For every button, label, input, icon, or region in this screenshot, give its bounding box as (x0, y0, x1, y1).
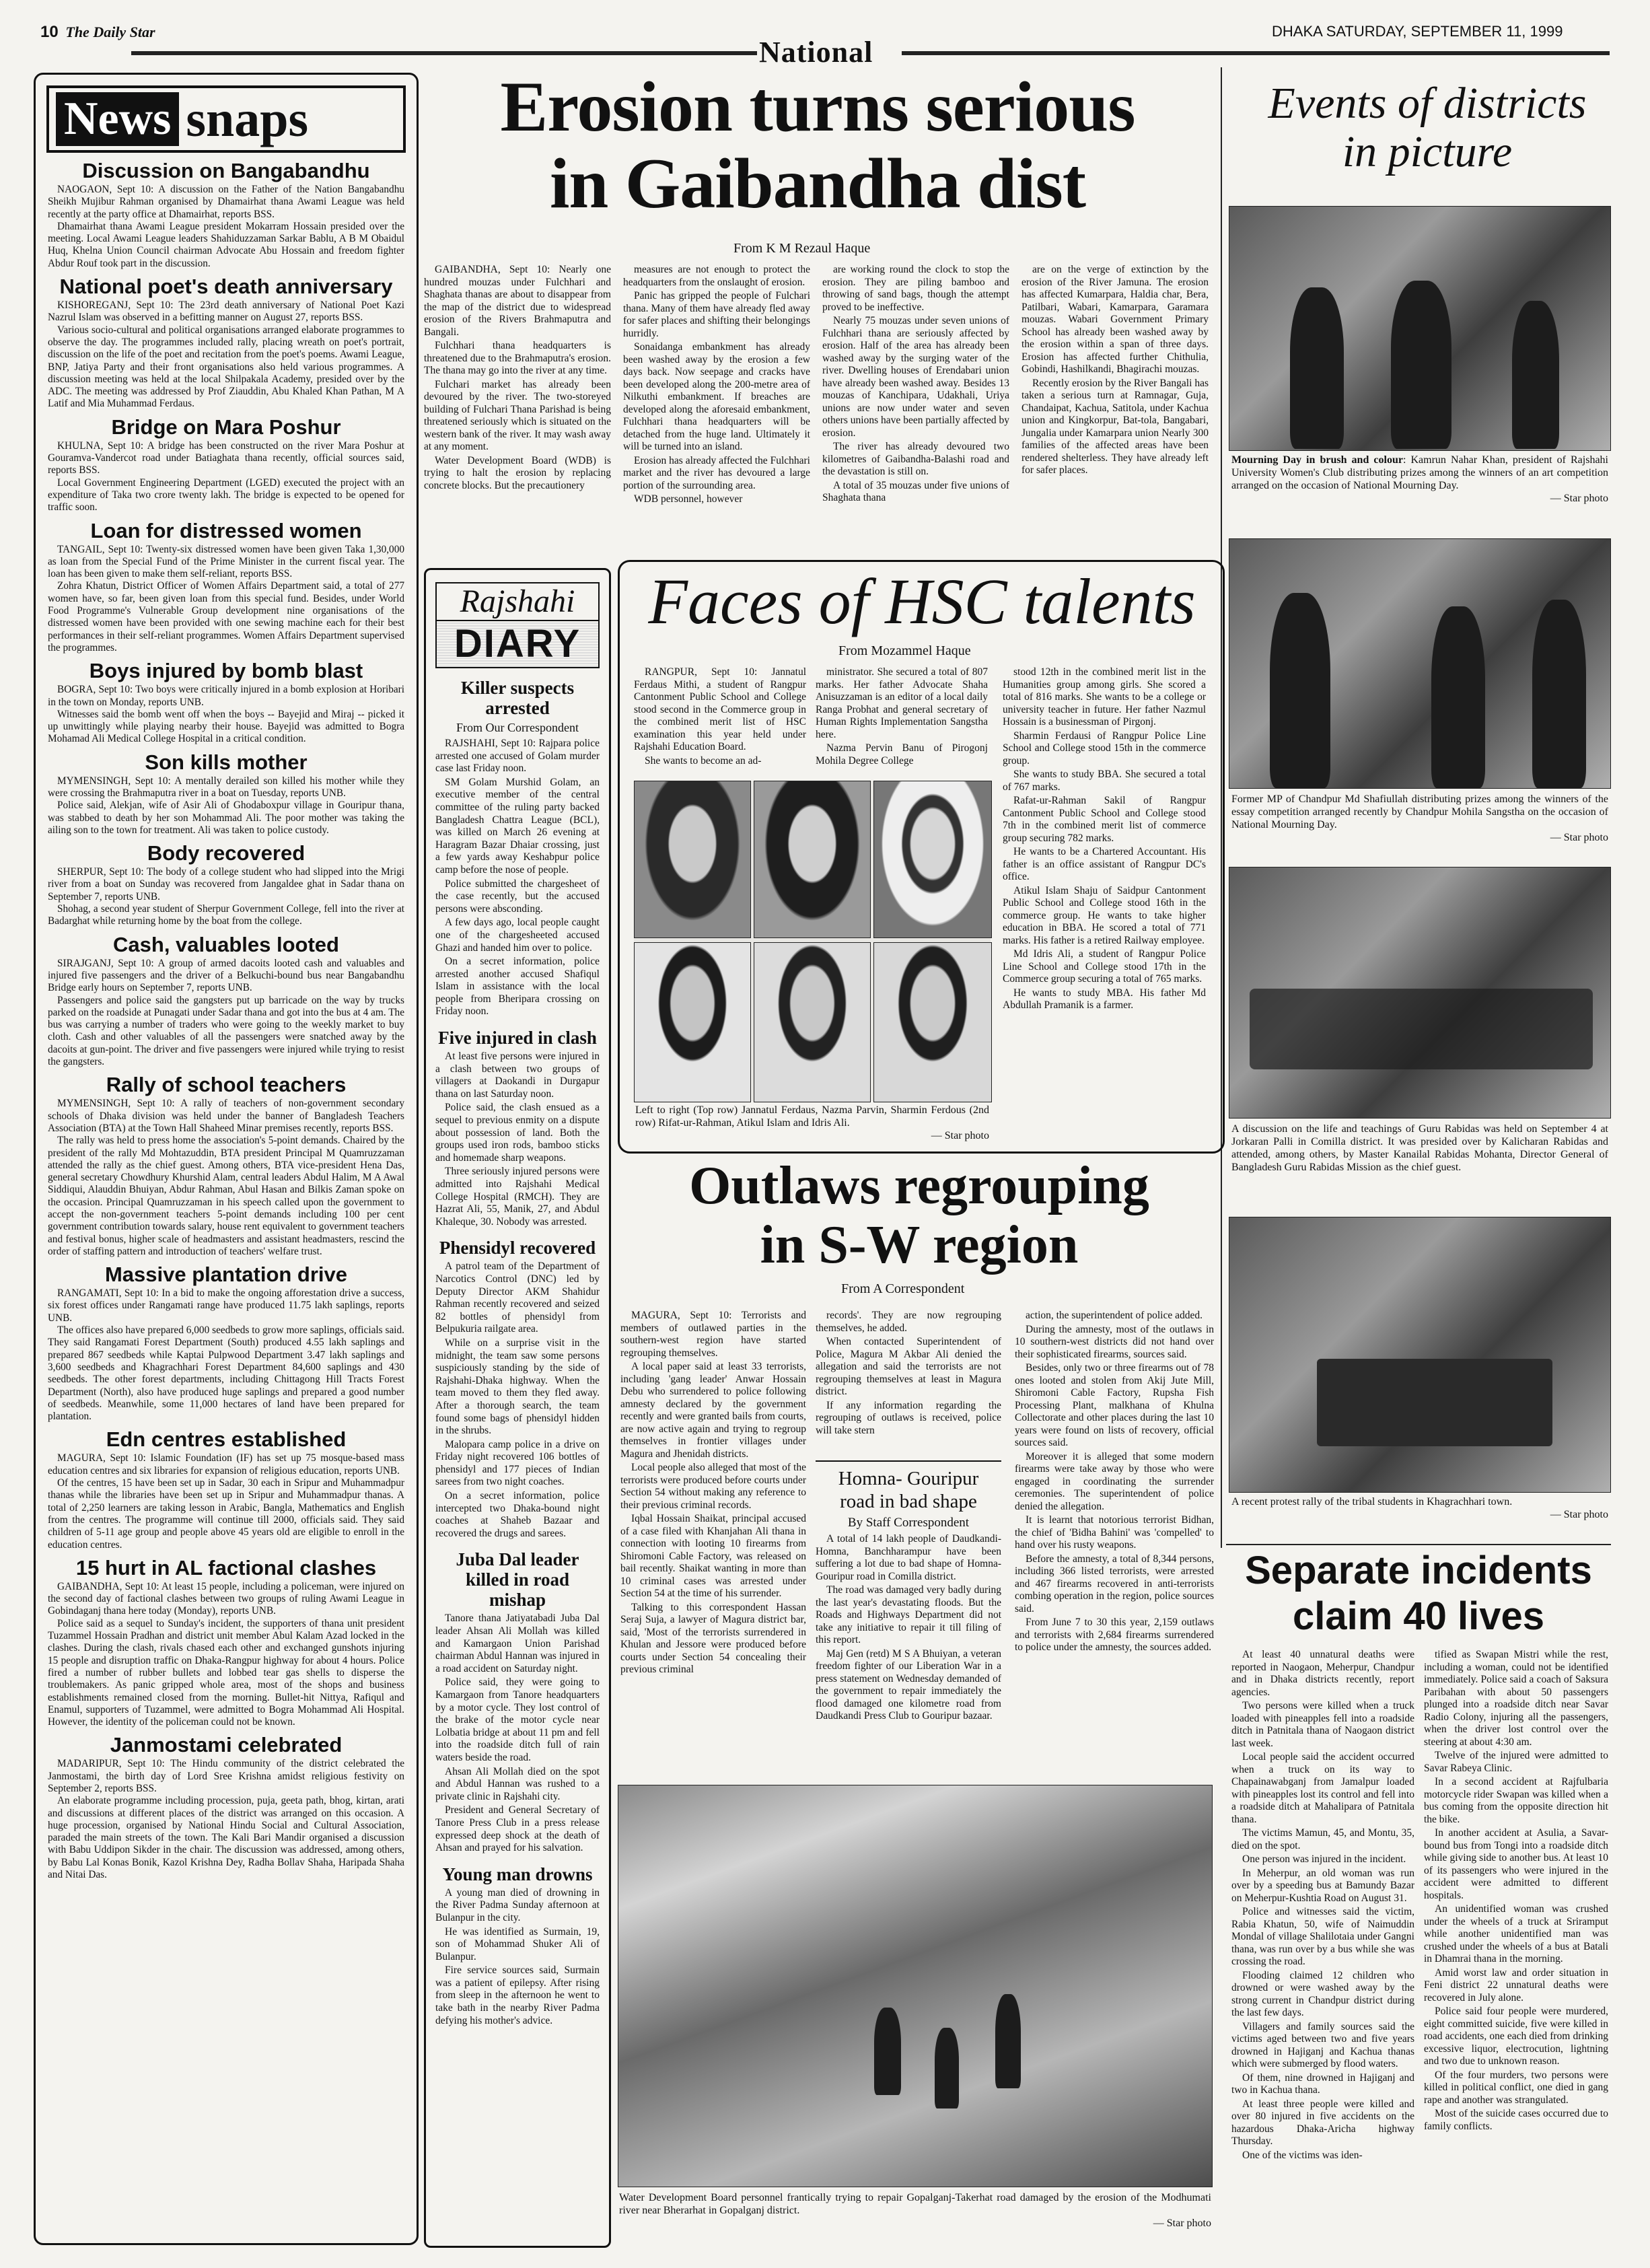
outlaws-byline: From A Correspondent (841, 1281, 965, 1296)
snap-headline: Body recovered (147, 841, 306, 865)
paragraph: The road was damaged very badly during the last year's devastating floods. But the Roads and Highways Department did not take any initiative to repair it till filing of this report. (816, 1584, 1001, 1645)
homna-body (816, 1533, 1001, 1775)
wdb-photo (618, 1785, 1213, 2187)
outlaws-headline: Outlaws regrouping in S-W region (689, 1156, 1149, 1275)
paragraph: Rafat-ur-Rahman Sakil of Rangpur Cantonment Public School and College stood 7th in the combined merit list of commerce group securing 782 marks. (1003, 795, 1206, 844)
paragraph: He wants to study MBA. His father Md Abdullah Pramanik is a farmer. (1003, 987, 1206, 1011)
separate-headline: Separate incidents claim 40 lives (1245, 1549, 1592, 1638)
separate-col-1 (1231, 1649, 1414, 2241)
paragraph: RAJSHAHI, Sept 10: Rajpara police arrested one accused of Golam murder case last Friday noon. (435, 738, 600, 775)
paragraph: Two persons were killed when a truck loaded with pineapples fell into a roadside ditch in Patnitala thana of Naogaon district last week. (1231, 1700, 1414, 1749)
paragraph: Police said, the clash ensued as a sequel to previous enmity on a dispute about possession of land. Both the groups used iron rods, bamboo sticks and homemade sharp weapons. (435, 1102, 600, 1164)
page-number: 10 The Daily Star (40, 23, 155, 41)
paragraph: A few days ago, local people caught one of the chargesheeted accused Ghazi and handed him over to police. (435, 917, 600, 954)
paragraph: tified as Swapan Mistri while the rest, including a woman, could not be identified immediately. Police said a coach of Saksura Paribahan with about 50 passengers plunged into a roadside ditch near Savar Radio Colony, injuring all the passengers, when the driver lost control over the steering at about 4:30 am. (1424, 1649, 1608, 1748)
paragraph: At least three people were killed and over 80 injured in five accidents on the hazardous Dhaka-Aricha highway Thursday. (1231, 2098, 1414, 2147)
snap-headline: Janmostami celebrated (110, 1733, 343, 1757)
paragraph: Local people also alleged that most of the terrorists were produced before courts under Section 54 without making any reference to their previous criminal records. (620, 1462, 806, 1511)
paragraph: Erosion has already affected the Fulchhari market and the river has devoured a large portion of the surrounding area. (623, 454, 810, 491)
erosion-headline: Erosion turns serious in Gaibandha dist (500, 67, 1135, 223)
paragraph: SM Golam Murshid Golam, an executive member of the central committee of the ruling party backed Bangladesh Chattra League (BCL), was killed on March 26 evening at Haragram Bazar Dhaiar crossing, just a few yards away Keshabpur police camp before the nose of people. (435, 776, 600, 876)
paragraph: Shohag, a second year student of Sherpur Government College, fell into the river at Badarghat while returning home by the boat from the college. (48, 903, 404, 927)
paragraph: Police said, they were going to Kamargaon from Tanore headquarters by a motor cycle. They lost control of the brake of the motor cycle near Lolbatia bridge at about 11 pm and fell into the roadside ditch full of rain waters beside the road. (435, 1676, 600, 1763)
event-caption-1: Mourning Day in brush and colour: Kamrun Nahar Khan, president of Rajshahi University Women's Club distributing prizes among the winners of an art competition arranged on the occasion of National Mourning Day. — Star photo (1231, 454, 1609, 504)
portrait-4 (634, 942, 751, 1102)
paragraph: GAIBANDHA, Sept 10: Nearly one hundred mouzas under Fulchhari and Shaghata thanas are about to disappear from the map of the district due to widespread erosion of the Rivers Brahmaputra and Bangali. (424, 264, 611, 338)
snap-headline: Son kills mother (145, 750, 308, 774)
paragraph: An unidentified woman was crushed under the wheels of a truck at Sriramput while another unidentified man was crushed under the wheels of a bus at Batali in Dhamrai thana in the morning. (1424, 1903, 1608, 1964)
paragraph: Recently erosion by the River Bangali has taken a serious turn at Ramnagar, Guja, Chandaipat, Kachua, Satitola, under Kachua union and Kingkorpur, Bat-tola, Bangabari, Jungalia under Kamarpara union Nearly 300 families of the affected areas have been rendered shelterless. They have already left for safer places. (1021, 377, 1209, 476)
erosion-col-4 (1021, 264, 1209, 560)
paragraph: Passengers and police said the gangsters put up barricade on the way by trucks parked on the roadside at Punagati under Sadar thana and got into the bus at 4 am. The bus was carrying a number of traders who were going to the weekly market to buy cloth. Cash and other valuables of all the passengers were snatched away by the dacoits at gun-point. The driver and five passengers were injured while trying to resist the gangsters. (48, 994, 404, 1068)
paragraph: measures are not enough to protect the headquarters from the onslaught of erosion. (623, 264, 810, 288)
paragraph: Three seriously injured persons were admitted into Rajshahi Medical College Hospital (RMCH). They are Hazrat Ali, 55, Manik, 27, and Abdul Khaleque, 30. Nobody was arrested. (435, 1166, 600, 1228)
paragraph: Amid worst law and order situation in Feni district 22 unnatural deaths were recovered in July alone. (1424, 1966, 1608, 2004)
erosion-body (424, 264, 1211, 560)
paragraph: MYMENSINGH, Sept 10: A mentally derailed son killed his mother while they were crossing the Brahmaputra river in a boat on Tuesday, reports UNB. (48, 775, 404, 799)
snap-headline: Massive plantation drive (104, 1263, 348, 1287)
snap-headline: Boys injured by bomb blast (89, 659, 363, 683)
paragraph: Witnesses said the bomb went off when the boys -- Bayejid and Miraj -- picked it up unwittingly while playing nearby their house. Bayejid was admitted to Bogra Mohamad Ali Medical College Hospital in a critical condition. (48, 708, 404, 745)
paragraph: The victims Mamun, 45, and Montu, 35, died on the spot. (1231, 1827, 1414, 1851)
paragraph: Fulchhari thana headquarters is threatened due to the Brahmaputra's erosion. The thana may go into the river at any time. (424, 340, 611, 376)
snap-headline: 15 hurt in AL factional clashes (75, 1555, 377, 1580)
hsc-portraits (634, 781, 991, 1101)
paragraph: While on a surprise visit in the midnight, the team saw some persons suspiciously standing by the side of Rajshahi-Dhaka highway. When the team moved to them they fled away. After a thorough search, the team found some bags of phensidyl hidden in the shrubs. (435, 1337, 600, 1437)
portrait-1 (634, 781, 751, 938)
paragraph: GAIBANDHA, Sept 10: At least 15 people, including a policeman, were injured on the second day of factional clashes between two groups of ruling Awami League in Gobindaganj thana here today (Monday), reports UNB. (48, 1580, 404, 1617)
paragraph: Police submitted the chargesheet of the case recently, but the accused persons were absconding. (435, 878, 600, 915)
paragraph: The offices also have prepared 6,000 seedbeds to grow more saplings, officials said. They said Rangamati Forest Department (South) produced 4.55 lakh saplings and prepared 867 seedbeds while Kaptai Pulpwood Department 3.47 lakh saplings and 3,600 seedbeds and Khagrachhari Forest Department 84,600 saplings and 430 seedbeds. The other forest departments, including Chittagong Hill Tracts Forest Department (North), also have produced huge saplings and prepared a good number of seedbeds. Meanwhile, some 11,000 hectares of land have been prepared for plantation. (48, 1324, 404, 1423)
paragraph: Nazma Pervin Banu of Pirogonj Mohila Degree College (816, 742, 988, 767)
paragraph: BOGRA, Sept 10: Two boys were critically injured in a bomb explosion at Horibari in the town on Monday, reports UNB. (48, 684, 404, 708)
paragraph: When contacted Superintendent of Police, Magura M Akbar Ali denied the allegation and said the terrorists are not regrouping themselves at least in Magura district. (816, 1336, 1001, 1397)
event-photo-1 (1229, 206, 1611, 451)
paragraph: A total of 14 lakh people of Daudkandi-Homna, Banchharampur have been suffering a lot due to bad shape of Homna-Gouripur road in Comilla district. (816, 1533, 1001, 1582)
paragraph: NAOGAON, Sept 10: A discussion on the Father of the Nation Bangabandhu Sheikh Mujibur Rahman organised by Dhamairhat thana Awami League was held recently at the party office at Dhamairhat, reports BSS. (48, 184, 404, 220)
event-photo-3 (1229, 867, 1611, 1119)
rajshahi-diary-box (424, 568, 611, 2248)
homna-headline: Homna- Gouripur road in bad shape (838, 1468, 979, 1512)
paragraph: Of the four murders, two persons were killed in political conflict, one died in gang rape and another was strangulated. (1424, 2069, 1608, 2106)
hsc-col-1 (634, 666, 806, 781)
paper-name: The Daily Star (65, 24, 155, 40)
diary-byline: From Our Correspondent (456, 721, 579, 734)
outlaws-col-1 (620, 1310, 806, 1774)
event-photo-4 (1229, 1217, 1611, 1493)
paragraph: He wants to be a Chartered Accountant. His father is an office assistant of Rangpur DC's office. (1003, 846, 1206, 882)
paragraph: Maj Gen (retd) M S A Bhuiyan, a veteran freedom fighter of our Liberation War in a press statement on Wednesday demanded of the government to repair immediately the flood damaged one kilometre road from Daudkandi Press Club to Gouripur bazaar. (816, 1647, 1001, 1722)
hsc-col-3 (1003, 666, 1206, 1137)
paragraph: RANGPUR, Sept 10: Jannatul Ferdaus Mithi, a student of Rangpur Cantonment Public School and College stood second in the Commerce group in the combined merit list of HSC examination this year held under Rajshahi Education Board. (634, 666, 806, 752)
portrait-2 (754, 781, 871, 938)
paragraph: A young man died of drowning in the River Padma Sunday afternoon at Bulanpur in the city. (435, 1886, 600, 1923)
paragraph: Malopara camp police in a drive on Friday night recovered 106 bottles of phensidyl and 177 pieces of Indian sarees from two night coaches. (435, 1438, 600, 1488)
snap-headline: Cash, valuables looted (113, 932, 339, 956)
paragraph: Various socio-cultural and political organisations arranged elaborate programmes to observe the day. The programmes included rally, placing wreath on poet's portrait, discussion on the life of the poet and recitation from the poet's poems. Awami League, BNP, Jatiya Party and their front organisations also held various programmes. A discussion meeting was held at the local Shilpakala Academy, presided over by the ADC. The meeting was addressed by Prof Ziauddin, Abu Khaled Khan Pathan, M A Latif and Mia Muhammad Ferdaus. (48, 324, 404, 410)
erosion-col-2 (623, 264, 810, 560)
news-snaps-logo: News snaps (46, 85, 406, 153)
diary-headline: Young man drowns (442, 1864, 593, 1884)
events-title: Events of districts in picture (1268, 79, 1587, 176)
erosion-byline: From K M Rezaul Haque (733, 241, 871, 256)
paragraph: Zohra Khatun, District Officer of Women Affairs Department said, a total of 277 women have, so far, been given loan from this special fund. Besides, under World Food Programme's Vulnerable Group development nine organisations of the distressed women have been provided with one sewing machine each for their best performances in their self-reliant programmes. Women Affairs Department supervised the programmes. (48, 580, 404, 653)
paragraph: records'. They are now regrouping themselves, he added. (816, 1310, 1001, 1334)
paragraph: Dhamairhat thana Awami League president Mokarram Hossain presided over the meeting. Local Awami League leaders Shahiduzzaman Sarkar Bablu, A B M Obaidul Huq, Khelna Union Council chairman Advocate Abu Hossain and freedom fighter Abdur Rouf took part in the discussion. (48, 220, 404, 269)
snap-headline: Edn centres established (106, 1427, 347, 1452)
paragraph: Villagers and family sources said the victims aged between two and five years drowned in Hajiganj and Kachua thanas which were submerged by flood waters. (1231, 2020, 1414, 2069)
paragraph: Police said as a sequel to Sunday's incident, the supporters of thana unit president Tuzammel Hossain Pradhan and district unit member Abul Kalam Azad locked in the clashes. During the clash, rivals chased each other and exchanged gunshots injuring 15 people and disruption traffic on Dhaka-Rangpur highway for about 4 hours. Police fired a number of rubber bullets and lobbed tear gas shells to disperse the troublemakers. As panic gripped whole area, most of the shops and business establishments remained closed from the morning. Bullet-hit Nittya, Rafiqul and Enamul, supporters of Tuzammel, were admitted to Bogra Mohammad Ali Hospital. However, the identity of the policeman could not be known. (48, 1617, 404, 1728)
paragraph: In a second accident at Rajfulbaria motorcycle rider Swapan was killed when a bus coming from the opposite direction hit the bike. (1424, 1776, 1608, 1825)
paragraph: Moreover it is alleged that some modern firearms were take away by those who were engaged in coordinating the surrender ceremonies. The superintendent of police denied the allegation. (1015, 1450, 1214, 1512)
paragraph: He was identified as Surmain, 19, son of Mohammad Shuker Ali of Bulanpur. (435, 1925, 600, 1962)
portrait-5 (754, 942, 871, 1102)
paragraph: Besides, only two or three firearms out of 78 ones looted and stolen from Akij Jute Mill, Shiromoni Cable Factory, Rupsha Fish Processing Plant, malkhana of Khulna Collectorate and other places during the last 10 years were found on lists of recovery, official sources said. (1015, 1362, 1214, 1448)
portrait-3 (873, 781, 992, 938)
snap-headline: Discussion on Bangabandhu (82, 159, 370, 182)
event-caption-4: A recent protest rally of the tribal students in Khagrachhari town. — Star photo (1231, 1496, 1608, 1520)
paragraph: At least 40 unnatural deaths were reported in Naogaon, Meherpur, Chandpur and in Dhaka districts recently, report agencies. (1231, 1649, 1414, 1698)
paragraph: Police said four people were murdered, eight committed suicide, five were killed in road accidents, one each died from drinking excessive liquor, electrocution, lightning and two due to unknown reason. (1424, 2006, 1608, 2067)
outlaws-col-3 (1015, 1310, 1214, 1774)
paragraph: It is learnt that notorious terrorist Bidhan, the chief of 'Bidha Bahini' was 'compelled' to hand over his rusty weapons. (1015, 1514, 1214, 1551)
portrait-6 (873, 942, 992, 1102)
paragraph: ministrator. She secured a total of 807 marks. Her father Advocate Shaha Anisuzzaman is an editor of a local daily Ranga Probhat and general secretary of Human Rights Implementation Sangstha here. (816, 666, 988, 740)
separate-col-2 (1424, 1649, 1608, 2241)
event-caption-3: A discussion on the life and teachings of Guru Rabidas was held on September 4 at Jorkaran Palli in Comilla district. It was presided over by Kalicharan Rabidas and attended, among others, by Master Kanailal Rabidas Mohanta, Director General of Bangladesh Guru Rabidas Mission as the chief guest. (1231, 1123, 1608, 1173)
paragraph: are working round the clock to stop the erosion. They are piling bamboo and throwing of sand bags, though the attempt proved to be ineffective. (822, 264, 1009, 313)
paragraph: Twelve of the injured were admitted to Savar Rabeya Clinic. (1424, 1750, 1608, 1774)
paragraph: Ahsan Ali Mollah died on the spot and Abdul Hannan was rushed to a private clinic in Rajshahi city. (435, 1765, 600, 1802)
paragraph: In another accident at Asulia, a Savar-bound bus from Tongi into a roadside ditch while giving side to another bus. At least 10 of its passengers who were injured in the accident were admitted to different hospitals. (1424, 1827, 1608, 1901)
paragraph: One of the victims was iden- (1242, 2149, 1363, 2161)
paragraph: Flooding claimed 12 children who drowned or were washed away by the strong current in Chandpur district during the last few days. (1231, 1969, 1414, 2018)
diary-headline: Five injured in clash (438, 1028, 597, 1049)
paragraph: During the amnesty, most of the outlaws in 10 southern-west districts did not hand over their sophisticated firearms, sources said. (1015, 1323, 1214, 1360)
paragraph: A local paper said at least 33 terrorists, including 'gang leader' Anwar Hossain Debu who surrendered to police following amnesty declared by the government recently and were granted bails from courts, are now active again and trying to regroup themselves in frontier villages under Magura and Jhenidah districts. (620, 1361, 806, 1460)
paragraph: Md Idris Ali, a student of Rangpur Police Line School and College stood 17th in the Commerce group securing a total of 765 marks. (1003, 948, 1206, 985)
paragraph: On a secret information, police intercepted two Dhaka-bound night coaches at Shaheb Bazaar and recovered the drugs and sarees. (435, 1490, 600, 1539)
paragraph: SIRAJGANJ, Sept 10: A group of armed dacoits looted cash and valuables and injured five passengers and the driver of a Belkuchi-bound bus near Bangabandhu Bridge early hours on September 7, reports UNB. (48, 957, 404, 994)
diary-logo: Rajshahi DIARY (435, 582, 600, 668)
snap-headline: Rally of school teachers (106, 1073, 347, 1097)
masthead-rule-right (902, 51, 1610, 55)
homna-byline: By Staff Correspondent (847, 1516, 970, 1530)
paragraph: She wants to become an ad- (645, 754, 762, 767)
paragraph: MAGURA, Sept 10: Islamic Foundation (IF) has set up 75 mosque-based mass education centres and six libraries for expansion of religious education, reports UNB. (48, 1452, 404, 1477)
paragraph: MYMENSINGH, Sept 10: A rally of teachers of non-government secondary schools of Dhaka division was held under the banner of Bangladesh Teachers Association (BTA) at the Town Hall Shaheed Minar premises recently, reports BSS. (48, 1098, 404, 1134)
news-snaps-list (36, 160, 417, 1881)
diary-headline: Juba Dal leader killed in road mishap (456, 1549, 579, 1610)
paragraph: Police and witnesses said the victim, Rabia Khatun, 50, wife of Naimuddin Mondal of village Shalilotaia under Gangni thana, was run over by a bus while she was crossing the road. (1231, 1906, 1414, 1967)
paragraph: WDB personnel, however (634, 493, 743, 505)
wdb-caption: Water Development Board personnel frantically trying to repair Gopalganj-Takerhat road damaged by the erosion of the Modhumati river near Bherarhat in Gopalganj district. — Star photo (619, 2192, 1211, 2229)
erosion-col-1 (424, 264, 611, 560)
paragraph: Panic has gripped the people of Fulchari thana. Many of them have already fled away for safer places and shifting their belongings hurridly. (623, 290, 810, 339)
hsc-col-2 (816, 666, 988, 781)
paragraph: She wants to study BBA. She secured a total of 767 marks. (1003, 769, 1206, 793)
diary-headline: Phensidyl recovered (439, 1238, 596, 1259)
paragraph: At least five persons were injured in a clash between two groups of villagers at Daokandi in Durgapur thana on last Saturday noon. (435, 1051, 600, 1100)
paragraph: The river has already devoured two kilometres of Gaibandha-Balashi road and the devastation is still on. (822, 441, 1009, 477)
dateline: DHAKA SATURDAY, SEPTEMBER 11, 1999 (1272, 23, 1563, 40)
paragraph: MAGURA, Sept 10: Terrorists and members of outlawed parties in the southern-west region have started regrouping themselves. (620, 1310, 806, 1359)
hsc-byline: From Mozammel Haque (838, 643, 971, 658)
paragraph: stood 12th in the combined merit list in the Humanities group among girls. She scored a total of 816 marks. She wants to be a college or university teacher in future. Her father Nazmul Hossain is a businessman of Pirgonj. (1003, 666, 1206, 728)
news-snaps-box (34, 73, 419, 2245)
separate-rule (1226, 1544, 1611, 1545)
paragraph: TANGAIL, Sept 10: Twenty-six distressed women have been given Taka 1,30,000 as loan from the Special Fund of the Prime Minister in the current fiscal year. The loan has been given to make them self-reliant, reports BSS. (48, 543, 404, 580)
paragraph: Of the centres, 15 have been set up in Sadar, 30 each in Sripur and Muhammadpur thanas while the libraries have been set up in Sripur and Muhammadpur thanas. A total of 2,250 learners are taking lesson in Arabic, Bangla, Mathematics and English from the centres. The programme will continue till 2000, officials said. They said children of 5-11 age group and people above 45 years old are eligible to enroll in the education centres. (48, 1477, 404, 1551)
paragraph: Water Development Board (WDB) is trying to halt the erosion by replacing concrete blocks. But the precautionery (424, 454, 611, 491)
paragraph: If any information regarding the regrouping of outlaws is received, police will take stern (816, 1399, 1001, 1436)
paragraph: A total of 35 mouzas under five unions of Shaghata thana (822, 479, 1009, 503)
paragraph: MADARIPUR, Sept 10: The Hindu community of the district celebrated the Janmostami, the birth day of Lord Sree Krishna amidst religious festivity on September 2, reports BSS. (48, 1758, 404, 1794)
paragraph: SHERPUR, Sept 10: The body of a college student who had slipped into the Mrigi river from a boat on Sunday was recovered from Jangaldee ghat in Sadar thana on September 7, reports UNB. (48, 866, 404, 902)
paragraph: Nearly 75 mouzas under seven unions of Fulchhari thana are seriously affected by erosion. Half of the area has already been washed away by the surging water of the river. Dwelling houses of Erendabari union have already been washed away. Besides 13 mouzas of Kanchipara, Udakhali, Uriya unions are now under water and seven others unions have been partially affected by erosion. (822, 315, 1009, 439)
paragraph: President and General Secretary of Tanore Press Club in a press release expressed deep shock at the death of Ahsan and prayed for his salvation. (435, 1804, 600, 1854)
paragraph: Local people said the accident occurred when a truck on its way to Chapainawabganj from Jamalpur loaded with pineapples lost its control and fell into a roadside ditch at Mahalipara of Patnitala thana. (1231, 1751, 1414, 1825)
paragraph: action, the superintendent of police added. (1026, 1310, 1203, 1321)
paragraph: Talking to this correspondent Hassan Seraj Suja, a lawyer of Magura district bar, said, 'Most of the terrorists surrendered in Khulan and Jessore were produced before courts under Section 54 concealing their previous criminal (620, 1601, 806, 1675)
hsc-caption: Left to right (Top row) Jannatul Ferdaus, Nazma Parvin, Sharmin Ferdous (2nd row) Rifat-ur-Rahman, Atikul Islam and Idris Ali. — Star photo (635, 1104, 989, 1141)
paragraph: From June 7 to 30 this year, 2,159 outlaws and terrorists with 2,684 firearms surrendered to police under the amnesty, the sources added. (1015, 1617, 1214, 1653)
hsc-headline: Faces of HSC talents (648, 565, 1196, 637)
paragraph: Most of the suicide cases occurred due to family conflicts. (1424, 2108, 1608, 2132)
paragraph: A patrol team of the Department of Narcotics Control (DNC) led by Deputy Director AKM Shahidur Rahman recently recovered and seized 82 bottles of phensidyl from Belpukuria railgate area. (435, 1261, 600, 1335)
paragraph: On a secret information, police arrested another accused Shafiqul Islam in assistance with the local people from Bheripara crossing on Friday noon. (435, 956, 600, 1018)
paragraph: Fulchari market has already been devoured by the river. The two-storeyed building of Fulchari Thana Parishad is being threatened seriously which is situated on the western bank of the river. It may wash away at any moment. (424, 378, 611, 452)
homna-story (816, 1460, 1001, 1778)
paragraph: KHULNA, Sept 10: A bridge has been constructed on the river Mara Poshur at Gouramva-Vandercot road under Batiaghata thana recently, official sources said, reports BSS. (48, 439, 404, 476)
paragraph: Local Government Engineering Department (LGED) executed the project with an expenditure of Taka two crore twenty lakh. The bridge is expected to be opened for traffic soon. (48, 476, 404, 513)
paragraph: KISHOREGANJ, Sept 10: The 23rd death anniversary of National Poet Kazi Nazrul Islam was observed in a befitting manner on August 27, reports BSS. (48, 299, 404, 324)
paragraph: Police said, Alekjan, wife of Asir Ali of Ghodaboxpur village in Gouripur thana, was stabbed to death by her son Mohammad Ali. The poor mother was taking the ailing son to the town for treatment. Ali was taken to police custody. (48, 800, 404, 836)
paragraph: One person was injured in the incident. (1242, 1853, 1406, 1865)
paragraph: An elaborate programme including procession, puja, geeta path, bhog, kirtan, arati and discussions at different places of the district was arranged on this occasion. A huge procession, organised by National Hindu Social and Cultural Association, paraded the main streets of the town. The Kali Bari Mandir organised a discussion with Babu Uddipon Sikder in the chair. The discussion was addressed, among others, by Babu Lal Konas Bonik, Kazol Krishna Dey, Radha Bollav Shaha, Haripada Shaha and Nitai Das. (48, 1795, 404, 1881)
masthead-rule-left (131, 51, 757, 55)
paragraph: Sharmin Ferdausi of Rangpur Police Line School and College stood 15th in the commerce group. (1003, 730, 1206, 767)
event-caption-2: Former MP of Chandpur Md Shafiullah distributing prizes among the winners of the essay competition arranged recently by Chandpur Mohila Sangstha on the occasion of National Mourning Day. — Star photo (1231, 793, 1608, 843)
paragraph: In Meherpur, an old woman was run over by a speeding bus at Bamundy Bazar on Meherpur-Kushtia Road on August 31. (1231, 1867, 1414, 1904)
event-photo-2 (1229, 538, 1611, 789)
paragraph: Atikul Islam Shaju of Saidpur Cantonment Public School and College stood 16th in the commerce group. He wants to take higher education in BBA. He scored a total of 771 marks. His father is a retired Railway employee. (1003, 884, 1206, 946)
snap-headline: Bridge on Mara Poshur (111, 415, 341, 439)
section-title: National (759, 36, 873, 69)
diary-headline: Killer suspects arrested (460, 678, 575, 718)
paragraph: Before the amnesty, a total of 8,344 persons, including 366 listed terrorists, were arrested and 467 firearms recovered in anti-terrorists combing operation in the region, police sources said. (1015, 1553, 1214, 1615)
paragraph: are on the verge of extinction by the erosion of the River Jamuna. The erosion has affected Kumarpara, Haldia char, Bera, Patilbari, Wabari, Kamarpara, Garamara mouzas. Wabari Government Primary School has already been washed away by the erosion within a span of three days. Erosion has affected further Chithulia, Gobindi, Hashilkandi, Bhagirachi mouzas. (1021, 264, 1209, 375)
diary-list (426, 678, 609, 2027)
paragraph: Iqbal Hossain Shaikat, principal accused of a case filed with Khanjahan Ali thana in connection with looting 10 firearms from Shiromoni Cable Factory, was released on bail recently. Shaikat wanting in more than 10 criminal cases was arrested under Section 54 at the time of his surrender. (620, 1513, 806, 1599)
erosion-col-3 (822, 264, 1009, 560)
paragraph: Fire service sources said, Surmain was a patient of epilepsy. After rising from sleep in the afternoon he went to take bath in the nearby River Padma defying his mother's advice. (435, 1964, 600, 2026)
snap-headline: Loan for distressed women (90, 518, 362, 542)
paragraph: The rally was held to press home the association's 5-point demands. Chaired by the president of the rally Md Mohtazuddin, BTA president Principal M Quamruzzaman attended the rally as the chief guest. Among others, BTA vice-president Hena Das, general secretary Chowdhury Khurshid Alam, central leaders Abdul Halim, M A Awal Siddiqui, Alauddin Bhuiyan, Abdur Rahman, Abul Hasan and Bilkis Zaman spoke on the occasion. Principal Quamruzzaman in his speech called upon the government to accept the non-government teachers 5-point demands including 100 per cent government contribution towards salary, house rent equivalent to government teachers and festival bonus, higher scale of headmasters and assistant headmasters, rescind the order of staffing pattern and introduction of teachers' welfare trust. (48, 1135, 404, 1257)
snap-headline: National poet's death anniversary (59, 275, 393, 299)
paragraph: Of them, nine drowned in Hajiganj and two in Kachua thana. (1231, 2071, 1414, 2096)
outlaws-col-2 (816, 1310, 1001, 1451)
paragraph: Tanore thana Jatiyatabadi Juba Dal leader Ahsan Ali Mollah was killed and Kamargaon Union Parishad chairman Abdul Hannan was injured in a road accident on Saturday night. (435, 1613, 600, 1674)
paragraph: RANGAMATI, Sept 10: In a bid to make the ongoing afforestation drive a success, six forest offices under Rangamati range have produced 11.75 lakh saplings, reports UNB. (48, 1287, 404, 1324)
paragraph: Sonaidanga embankment has already been washed away by the erosion a few days back. Now seepage and cracks have been developed along the 200-metre area of Nilkuthi embankment. If breaches are developed along the aforesaid embankment, Fulchhari thana headquarters will be detached from the huge land. Ultimately it will be turned into an island. (623, 341, 810, 452)
